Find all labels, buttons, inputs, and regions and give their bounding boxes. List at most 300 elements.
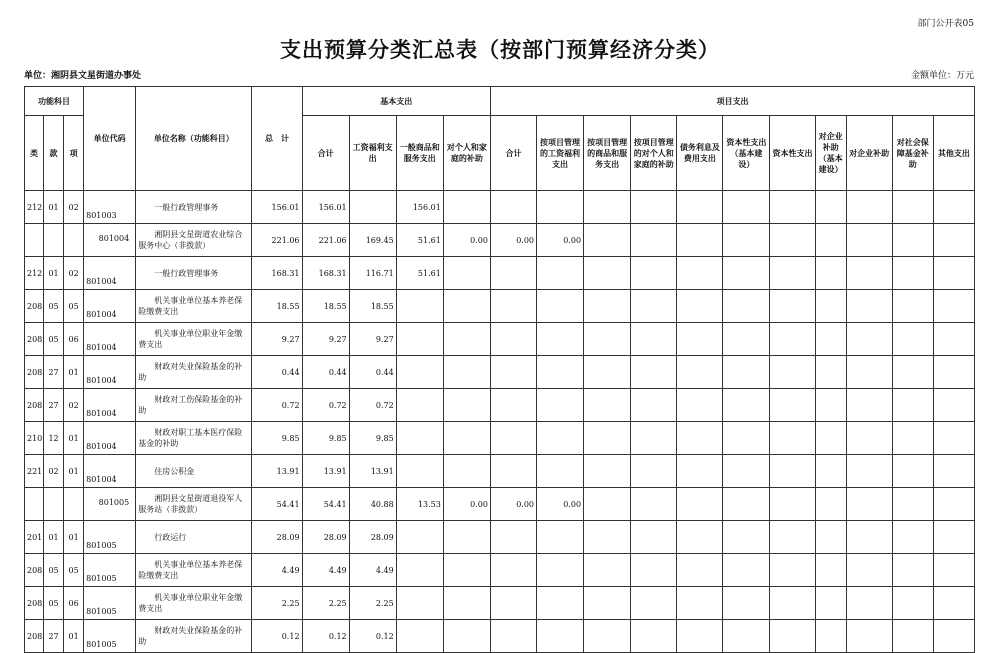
basic-total-cell: 156.01 [302,191,349,224]
basic-goods-cell [396,290,443,323]
empty-cell [846,191,892,224]
total-cell: 221.06 [252,224,302,257]
empty-cell [892,620,933,653]
basic-personal-cell [443,290,490,323]
project-total-cell [490,191,536,224]
project-wage-cell [537,389,584,422]
empty-cell [723,554,770,587]
empty-cell [846,224,892,257]
empty-cell [892,290,933,323]
basic-goods-cell [396,620,443,653]
basic-personal-cell [443,587,490,620]
kuan-cell: 12 [44,422,64,455]
empty-cell [723,488,770,521]
empty-cell [631,323,677,356]
basic-total-cell: 0.44 [302,356,349,389]
empty-cell [631,389,677,422]
unit-name-cell: 财政对职工基本医疗保险基金的补助 [136,422,252,455]
basic-total-cell: 13.91 [302,455,349,488]
total-cell: 0.44 [252,356,302,389]
empty-cell [631,422,677,455]
basic-total-cell: 9.85 [302,422,349,455]
unit-name-cell: 财政对工伤保险基金的补助 [136,389,252,422]
empty-cell [770,455,815,488]
xiang-cell: 05 [64,554,84,587]
unit-name-header: 单位名称（功能科目） [136,87,252,191]
empty-cell [677,191,723,224]
basic-wage-cell: 0.44 [349,356,396,389]
project-total-cell [490,323,536,356]
empty-cell [815,290,846,323]
basic-goods-cell [396,521,443,554]
expenditure-table [24,86,975,653]
basic-wage-cell: 2.25 [349,587,396,620]
empty-cell [815,554,846,587]
basic-personal-cell [443,356,490,389]
basic-total-cell: 0.12 [302,620,349,653]
empty-cell [723,323,770,356]
empty-cell [584,587,631,620]
empty-cell [892,455,933,488]
total-cell: 13.91 [252,455,302,488]
xiang-cell [64,488,84,521]
empty-cell [846,257,892,290]
unit-code-cell: 801004 [84,455,136,488]
unit-name-cell: 湘阴县文星街道农业综合服务中心（非拨款） [136,224,252,257]
empty-cell [584,323,631,356]
empty-cell [892,521,933,554]
xiang-cell: 05 [64,290,84,323]
unit-name-cell: 一般行政管理事务 [136,191,252,224]
empty-cell [815,488,846,521]
basic-col-header: 合计 [302,116,349,191]
empty-cell [815,224,846,257]
empty-cell [846,620,892,653]
empty-cell [677,356,723,389]
empty-cell [770,191,815,224]
basic-goods-cell [396,389,443,422]
table-row [25,224,975,257]
empty-cell [631,488,677,521]
basic-personal-cell [443,455,490,488]
table-row [25,323,975,356]
xiang-header: 项 [64,116,84,191]
empty-cell [846,389,892,422]
project-col-header: 对社会保障基金补助 [892,116,933,191]
basic-wage-cell: 116.71 [349,257,396,290]
basic-wage-cell: 0.72 [349,389,396,422]
empty-cell [933,587,974,620]
project-total-cell [490,356,536,389]
xiang-cell: 01 [64,521,84,554]
table-row [25,455,975,488]
project-col-header: 合计 [490,116,536,191]
project-wage-cell: 0.00 [537,488,584,521]
basic-personal-cell: 0.00 [443,488,490,521]
empty-cell [677,521,723,554]
xiang-cell [64,224,84,257]
unit-code-cell: 801005 [84,587,136,620]
empty-cell [933,554,974,587]
unit-name-cell: 机关事业单位基本养老保险缴费支出 [136,290,252,323]
empty-cell [584,191,631,224]
empty-cell [933,422,974,455]
basic-personal-cell [443,257,490,290]
func-subject-header: 功能科目 [25,87,84,116]
empty-cell [584,389,631,422]
xiang-cell: 02 [64,389,84,422]
unit-code-cell: 801005 [84,488,136,521]
empty-cell [677,620,723,653]
project-wage-cell [537,191,584,224]
empty-cell [631,224,677,257]
lei-cell [25,488,44,521]
empty-cell [677,455,723,488]
lei-cell: 208 [25,620,44,653]
lei-cell: 221 [25,455,44,488]
basic-col-header: 一般商品和服务支出 [396,116,443,191]
basic-wage-cell: 4.49 [349,554,396,587]
basic-personal-cell [443,422,490,455]
basic-goods-cell [396,587,443,620]
empty-cell [933,389,974,422]
empty-cell [631,356,677,389]
unit-name-cell: 机关事业单位职业年金缴费支出 [136,587,252,620]
project-col-header: 按项目管理的商品和服务支出 [584,116,631,191]
empty-cell [933,323,974,356]
project-total-cell [490,290,536,323]
basic-total-cell: 4.49 [302,554,349,587]
total-cell: 9.27 [252,323,302,356]
unit-name-cell: 住房公积金 [136,455,252,488]
empty-cell [723,521,770,554]
empty-cell [584,455,631,488]
table-row [25,620,975,653]
kuan-cell: 01 [44,257,64,290]
table-row [25,257,975,290]
empty-cell [815,323,846,356]
table-row [25,389,975,422]
empty-cell [846,488,892,521]
total-cell: 4.49 [252,554,302,587]
project-col-header: 按项目管理的工资福利支出 [537,116,584,191]
empty-cell [723,290,770,323]
table-row [25,290,975,323]
unit-name-cell: 机关事业单位职业年金缴费支出 [136,323,252,356]
empty-cell [846,587,892,620]
basic-personal-cell [443,554,490,587]
kuan-cell: 01 [44,191,64,224]
empty-cell [892,554,933,587]
empty-cell [933,488,974,521]
kuan-cell [44,224,64,257]
basic-total-cell: 28.09 [302,521,349,554]
basic-goods-cell: 51.61 [396,257,443,290]
xiang-cell: 06 [64,587,84,620]
empty-cell [933,455,974,488]
empty-cell [631,290,677,323]
basic-wage-cell: 169.45 [349,224,396,257]
empty-cell [770,356,815,389]
empty-cell [723,191,770,224]
basic-personal-cell: 0.00 [443,224,490,257]
empty-cell [770,257,815,290]
xiang-cell: 01 [64,620,84,653]
basic-wage-cell: 18.55 [349,290,396,323]
project-total-cell [490,620,536,653]
kuan-cell: 27 [44,389,64,422]
total-cell: 18.55 [252,290,302,323]
empty-cell [677,422,723,455]
empty-cell [584,290,631,323]
lei-cell: 208 [25,323,44,356]
basic-wage-cell: 0.12 [349,620,396,653]
empty-cell [723,224,770,257]
unit-label: 单位：湘阴县文星街道办事处 [24,71,142,81]
empty-cell [892,422,933,455]
basic-personal-cell [443,323,490,356]
empty-cell [892,224,933,257]
empty-cell [815,620,846,653]
table-row [25,191,975,224]
total-cell: 9.85 [252,422,302,455]
unit-code-cell: 801005 [84,620,136,653]
empty-cell [815,521,846,554]
basic-personal-cell [443,521,490,554]
empty-cell [933,521,974,554]
kuan-cell: 05 [44,587,64,620]
empty-cell [846,554,892,587]
empty-cell [723,257,770,290]
xiang-cell: 02 [64,257,84,290]
kuan-cell: 05 [44,554,64,587]
empty-cell [584,224,631,257]
basic-goods-cell: 51.61 [396,224,443,257]
empty-cell [933,191,974,224]
table-row [25,356,975,389]
basic-total-cell: 168.31 [302,257,349,290]
unit-name-cell: 行政运行 [136,521,252,554]
project-total-cell [490,455,536,488]
empty-cell [846,521,892,554]
kuan-cell: 27 [44,620,64,653]
empty-cell [770,224,815,257]
basic-wage-cell [349,191,396,224]
xiang-cell: 06 [64,323,84,356]
empty-cell [770,554,815,587]
empty-cell [770,488,815,521]
empty-cell [892,587,933,620]
basic-total-cell: 9.27 [302,323,349,356]
empty-cell [723,356,770,389]
total-cell: 2.25 [252,587,302,620]
basic-total-cell: 221.06 [302,224,349,257]
xiang-cell: 01 [64,455,84,488]
empty-cell [584,257,631,290]
basic-total-cell: 0.72 [302,389,349,422]
empty-cell [815,356,846,389]
empty-cell [723,389,770,422]
project-col-header: 资本性支出 [770,116,815,191]
empty-cell [770,422,815,455]
lei-cell: 210 [25,422,44,455]
project-wage-cell [537,356,584,389]
empty-cell [892,323,933,356]
empty-cell [933,356,974,389]
empty-cell [770,389,815,422]
empty-cell [584,356,631,389]
empty-cell [631,455,677,488]
project-wage-cell [537,455,584,488]
lei-cell: 208 [25,290,44,323]
unit-code-cell: 801004 [84,323,136,356]
empty-cell [631,521,677,554]
kuan-cell: 27 [44,356,64,389]
unit-name-cell: 财政对失业保险基金的补助 [136,356,252,389]
basic-col-header: 对个人和家庭的补助 [443,116,490,191]
project-wage-cell [537,422,584,455]
project-total-cell: 0.00 [490,224,536,257]
empty-cell [892,488,933,521]
unit-name-cell: 财政对失业保险基金的补助 [136,620,252,653]
basic-wage-cell: 9.27 [349,323,396,356]
basic-goods-cell [396,455,443,488]
empty-cell [584,422,631,455]
empty-cell [846,323,892,356]
basic-personal-cell [443,389,490,422]
empty-cell [677,257,723,290]
empty-cell [815,389,846,422]
kuan-cell: 02 [44,455,64,488]
empty-cell [933,620,974,653]
kuan-header: 款 [44,116,64,191]
page-title: 支出预算分类汇总表（按部门预算经济分类） [280,37,720,62]
project-wage-cell [537,554,584,587]
xiang-cell: 01 [64,422,84,455]
empty-cell [846,455,892,488]
unit-name-cell: 机关事业单位基本养老保险缴费支出 [136,554,252,587]
kuan-cell: 05 [44,323,64,356]
basic-total-cell: 2.25 [302,587,349,620]
empty-cell [631,620,677,653]
empty-cell [892,389,933,422]
project-wage-cell [537,620,584,653]
basic-col-header: 工资福利支出 [349,116,396,191]
empty-cell [631,554,677,587]
basic-total-cell: 54.41 [302,488,349,521]
project-col-header: 债务利息及费用支出 [677,116,723,191]
empty-cell [677,488,723,521]
project-wage-cell [537,290,584,323]
empty-cell [770,521,815,554]
empty-cell [770,290,815,323]
basic-wage-cell: 28.09 [349,521,396,554]
project-wage-cell [537,257,584,290]
empty-cell [815,257,846,290]
empty-cell [631,587,677,620]
unit-code-cell: 801004 [84,356,136,389]
basic-goods-cell: 13.53 [396,488,443,521]
project-total-cell [490,554,536,587]
empty-cell [770,323,815,356]
basic-personal-cell [443,191,490,224]
lei-cell [25,224,44,257]
kuan-cell [44,488,64,521]
kuan-cell: 05 [44,290,64,323]
project-total-cell [490,257,536,290]
project-wage-cell [537,587,584,620]
empty-cell [892,191,933,224]
table-row [25,554,975,587]
lei-header: 类 [25,116,44,191]
empty-cell [631,191,677,224]
project-col-header: 按项目管理的对个人和家庭的补助 [631,116,677,191]
unit-code-header: 单位代码 [84,87,136,191]
project-col-header: 对企业补助（基本建设） [815,116,846,191]
kuan-cell: 01 [44,521,64,554]
lei-cell: 212 [25,257,44,290]
project-total-cell [490,389,536,422]
lei-cell: 208 [25,554,44,587]
unit-code-cell: 801004 [84,389,136,422]
unit-code-cell: 801004 [84,290,136,323]
empty-cell [631,257,677,290]
total-cell: 54.41 [252,488,302,521]
project-total-cell: 0.00 [490,488,536,521]
project-wage-cell [537,323,584,356]
xiang-cell: 02 [64,191,84,224]
empty-cell [723,620,770,653]
empty-cell [677,554,723,587]
unit-code-cell: 801004 [84,422,136,455]
empty-cell [815,587,846,620]
table-number-note: 部门公开表05 [917,19,974,29]
empty-cell [584,521,631,554]
empty-cell [677,290,723,323]
unit-code-cell: 801005 [84,554,136,587]
project-wage-cell: 0.00 [537,224,584,257]
project-col-header: 其他支出 [933,116,974,191]
empty-cell [815,191,846,224]
basic-expenditure-header: 基本支出 [302,87,490,116]
empty-cell [846,290,892,323]
empty-cell [846,356,892,389]
empty-cell [584,488,631,521]
unit-code-cell: 801003 [84,191,136,224]
empty-cell [723,422,770,455]
total-cell: 0.12 [252,620,302,653]
empty-cell [677,587,723,620]
table-row [25,587,975,620]
empty-cell [933,257,974,290]
basic-total-cell: 18.55 [302,290,349,323]
basic-goods-cell [396,323,443,356]
total-cell: 0.72 [252,389,302,422]
unit-code-cell: 801004 [84,257,136,290]
xiang-cell: 01 [64,356,84,389]
project-expenditure-header: 项目支出 [490,87,974,116]
basic-goods-cell: 156.01 [396,191,443,224]
basic-goods-cell [396,554,443,587]
lei-cell: 212 [25,191,44,224]
basic-wage-cell: 40.88 [349,488,396,521]
project-total-cell [490,521,536,554]
empty-cell [584,620,631,653]
project-wage-cell [537,521,584,554]
lei-cell: 201 [25,521,44,554]
table-row [25,521,975,554]
project-total-cell [490,422,536,455]
